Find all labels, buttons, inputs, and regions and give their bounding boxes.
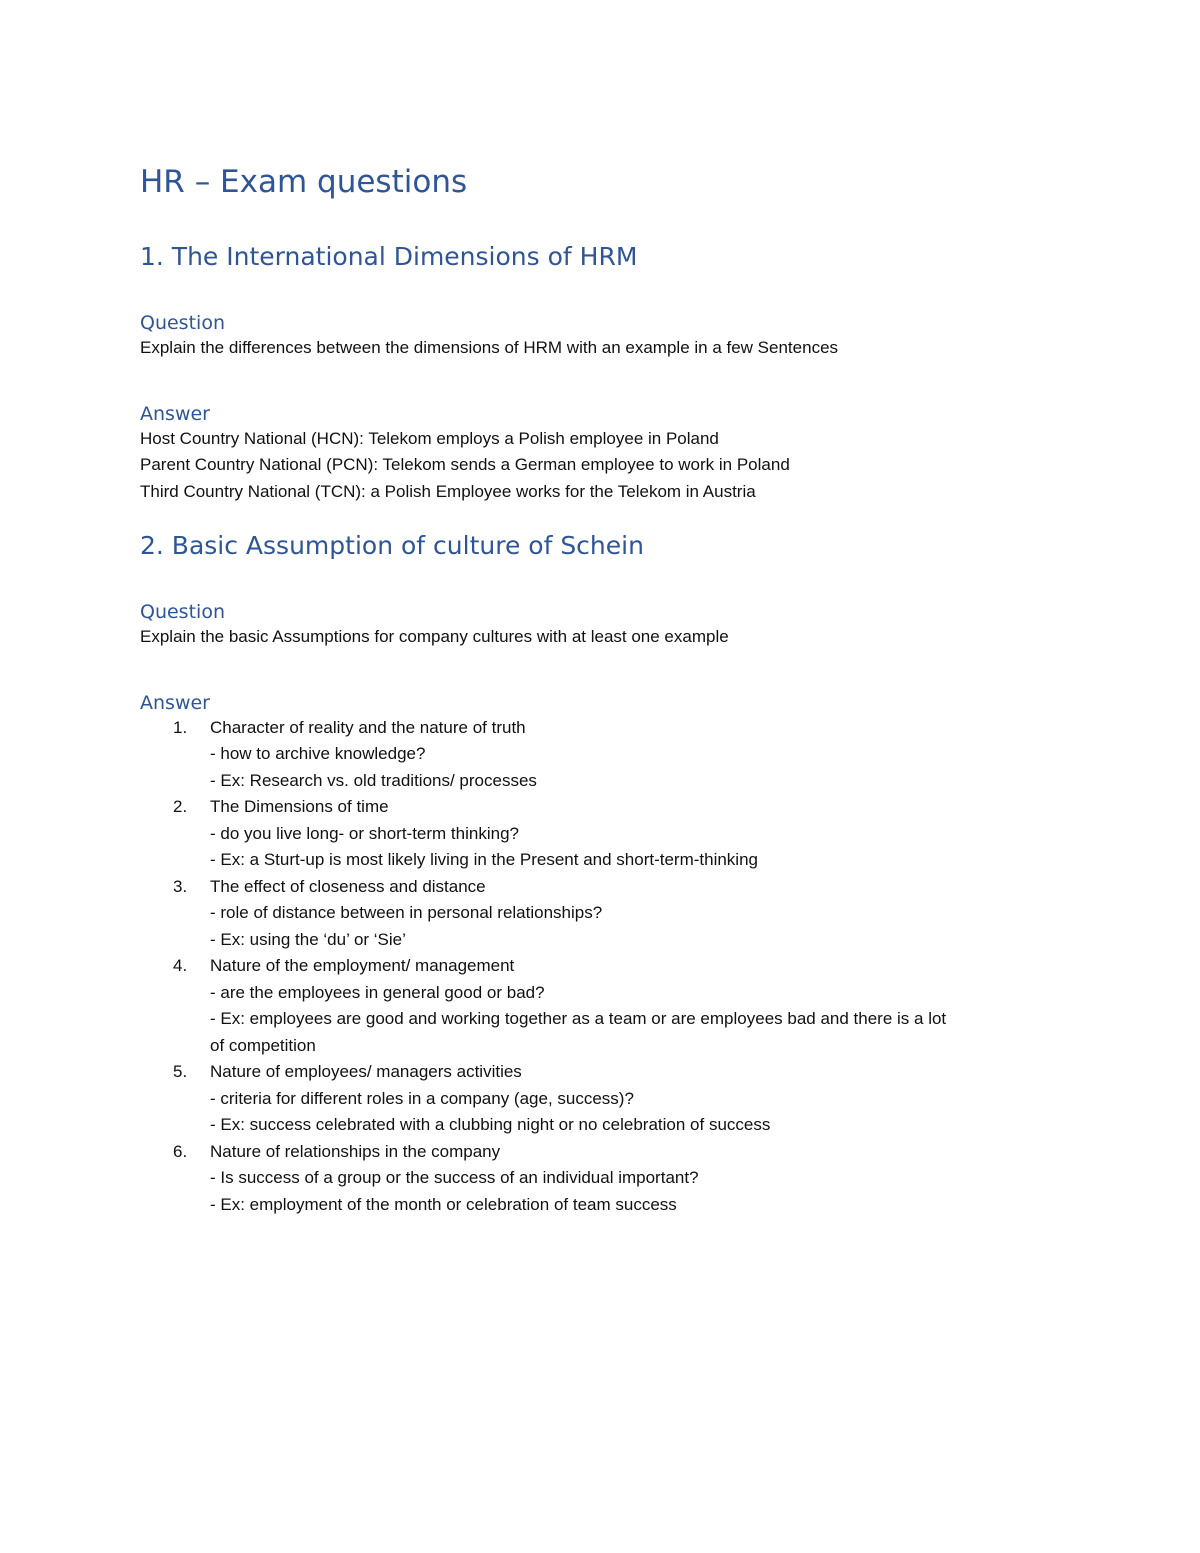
list-item xyxy=(140,1059,1070,1139)
list-item-line: of competition xyxy=(210,1035,316,1055)
list-item-title: Nature of the employment/ management xyxy=(210,956,515,975)
question-text: Explain the basic Assumptions for company cultures with at least one example xyxy=(140,627,729,646)
list-item-line: - do you live long- or short-term thinking? xyxy=(210,823,519,843)
list-number: 1. xyxy=(173,717,188,737)
question-label: Question xyxy=(140,312,225,334)
section-heading: 2. Basic Assumption of culture of Schein xyxy=(140,531,644,560)
list-item-line: - Ex: employees are good and working together as a team or are employees bad and there is a lot xyxy=(210,1009,947,1028)
list-item-line: - Ex: a Sturt-up is most likely living in the Present and short-term-thinking xyxy=(210,850,758,869)
list-number: 2. xyxy=(173,797,188,816)
list-item-line: - criteria for different roles in a company (age, success)? xyxy=(210,1088,634,1108)
list-number: 4. xyxy=(173,956,188,975)
list-item-title: The Dimensions of time xyxy=(210,797,389,816)
answer-line: Third Country National (TCN): a Polish Employee works for the Telekom in Austria xyxy=(140,481,756,501)
document-title: HR – Exam questions xyxy=(140,164,468,200)
answer-label: Answer xyxy=(140,402,210,425)
list-item xyxy=(140,953,1070,1059)
question-label: Question xyxy=(140,601,225,623)
list-item-title: Nature of employees/ managers activities xyxy=(210,1062,522,1081)
document-content xyxy=(140,163,1070,1218)
list-item xyxy=(140,874,1070,954)
answer-label: Answer xyxy=(140,691,210,714)
answer-list xyxy=(140,715,1070,1219)
section-heading: 1. The International Dimensions of HRM xyxy=(140,242,638,271)
list-number: 6. xyxy=(173,1141,188,1161)
list-item-line: - Ex: success celebrated with a clubbing night or no celebration of success xyxy=(210,1115,771,1134)
list-item-title: Nature of relationships in the company xyxy=(210,1141,501,1161)
list-item-line: - how to archive knowledge? xyxy=(210,744,426,763)
answer-block xyxy=(140,426,1070,506)
list-item-line: - Ex: using the ‘du’ or ‘Sie’ xyxy=(210,929,406,949)
list-item-title: Character of reality and the nature of truth xyxy=(210,717,526,737)
list-number: 3. xyxy=(173,876,188,896)
list-item xyxy=(140,715,1070,795)
answer-line: Parent Country National (PCN): Telekom sends a German employee to work in Poland xyxy=(140,455,790,474)
list-item-title: The effect of closeness and distance xyxy=(210,876,486,896)
list-item xyxy=(140,1139,1070,1219)
list-item-line: - Ex: Research vs. old traditions/ processes xyxy=(210,770,537,790)
answer-line: Host Country National (HCN): Telekom employs a Polish employee in Poland xyxy=(140,428,719,448)
list-item xyxy=(140,794,1070,874)
question-text: Explain the differences between the dimensions of HRM with an example in a few Sentences xyxy=(140,338,839,357)
list-number: 5. xyxy=(173,1062,188,1081)
list-item-line: - role of distance between in personal relationships? xyxy=(210,903,603,922)
list-item-line: - Ex: employment of the month or celebration of team success xyxy=(210,1194,677,1214)
list-item-line: - Is success of a group or the success of an individual important? xyxy=(210,1168,699,1187)
list-item-line: - are the employees in general good or bad? xyxy=(210,982,545,1002)
